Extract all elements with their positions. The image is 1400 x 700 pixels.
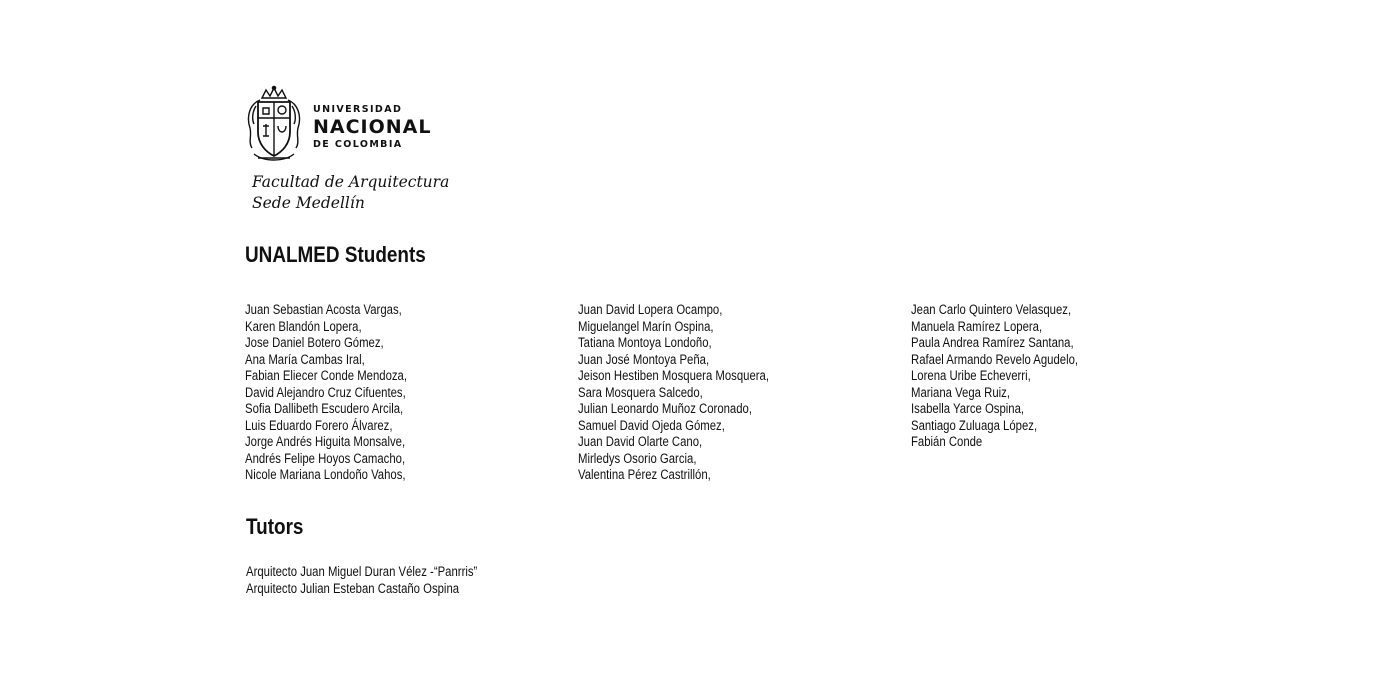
university-logo: [244, 84, 444, 166]
wordmark-line-1: UNIVERSIDAD: [313, 104, 403, 115]
student-name: Juan José Montoya Peña,: [578, 351, 710, 367]
student-name: Luis Eduardo Forero Álvarez,: [245, 417, 393, 433]
student-name: Fabian Eliecer Conde Mendoza,: [245, 368, 408, 383]
university-wordmark: [313, 105, 431, 149]
student-name: Rafael Armando Revelo Agudelo,: [911, 351, 1079, 367]
student-name: Jorge Andrés Higuita Monsalve,: [245, 434, 406, 449]
student-name: Nicole Mariana Londoño Vahos,: [245, 467, 406, 482]
students-column-2: [578, 302, 805, 484]
student-name: Santiago Zuluaga López,: [911, 417, 1038, 433]
students-column-3: [911, 302, 1110, 451]
faculty-name: [252, 172, 449, 214]
student-name: Manuela Ramírez Lopera,: [911, 318, 1043, 334]
student-name: Juan David Olarte Cano,: [578, 434, 703, 449]
student-name: Valentina Pérez Castrillón,: [578, 467, 711, 482]
student-name: Ana María Cambas Iral,: [245, 351, 365, 367]
tutor-name: Arquitecto Julian Esteban Castaño Ospina: [246, 580, 460, 596]
student-name: Juan David Lopera Ocampo,: [578, 302, 723, 317]
student-name: Miguelangel Marín Ospina,: [578, 318, 714, 334]
student-name: Tatiana Montoya Londoño,: [578, 335, 712, 350]
faculty-line-2: Sede Medellín: [252, 194, 365, 212]
student-name: Jean Carlo Quintero Velasquez,: [911, 302, 1072, 317]
student-name: David Alejandro Cruz Cifuentes,: [245, 384, 406, 400]
student-name: Paula Andrea Ramírez Santana,: [911, 335, 1074, 350]
tutor-name: Arquitecto Juan Miguel Duran Vélez -“Panrris”: [246, 564, 478, 579]
student-name: Julian Leonardo Muñoz Coronado,: [578, 401, 752, 416]
students-heading: UNALMED Students: [245, 242, 426, 267]
student-name: Mirledys Osorio Garcia,: [578, 450, 697, 466]
student-name: Samuel David Ojeda Gómez,: [578, 417, 725, 433]
student-name: Mariana Vega Ruiz,: [911, 384, 1010, 400]
student-name: Sara Mosquera Salcedo,: [578, 384, 703, 400]
tutors-list: [246, 564, 521, 597]
wordmark-line-2: NACIONAL: [313, 115, 432, 138]
student-name: Andrés Felipe Hoyos Camacho,: [245, 450, 406, 466]
student-name: Jeison Hestiben Mosquera Mosquera,: [578, 368, 769, 383]
student-name: Karen Blandón Lopera,: [245, 318, 362, 334]
faculty-line-1: Facultad de Arquitectura: [252, 173, 450, 191]
tutors-heading: Tutors: [246, 514, 304, 539]
students-column-1: [245, 302, 438, 484]
wordmark-line-3: DE COLOMBIA: [313, 138, 403, 150]
student-name: Fabián Conde: [911, 434, 983, 449]
student-name: Sofia Dallibeth Escudero Arcila,: [245, 401, 404, 416]
student-name: Isabella Yarce Ospina,: [911, 401, 1025, 416]
student-name: Juan Sebastian Acosta Vargas,: [245, 302, 402, 317]
student-name: Lorena Uribe Echeverri,: [911, 368, 1031, 383]
university-seal-icon: [244, 84, 304, 164]
student-name: Jose Daniel Botero Gómez,: [245, 335, 384, 350]
